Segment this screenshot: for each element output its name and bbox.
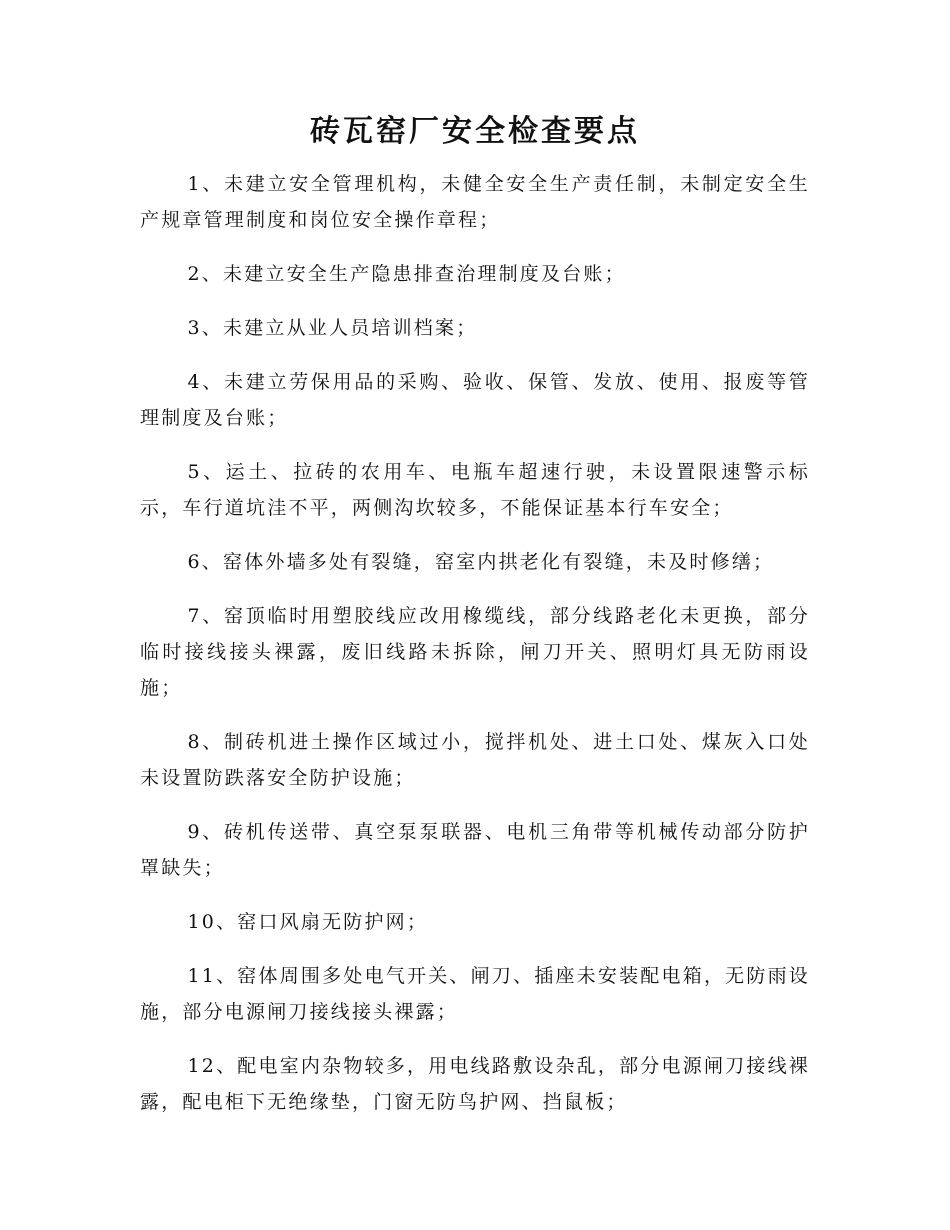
list-item: 9、砖机传送带、真空泵泵联器、电机三角带等机械传动部分防护罩缺失； xyxy=(140,821,810,879)
list-item: 3、未建立从业人员培训档案； xyxy=(187,317,478,339)
list-item: 7、窑顶临时用塑胶线应改用橡缆线，部分线路老化未更换，部分临时接线接头裸露，废旧线路未拆除，闸刀开关、照明灯具无防雨设施； xyxy=(140,605,810,699)
list-item: 11、窑体周围多处电气开关、闸刀、插座未安装配电箱，无防雨设施，部分电源闸刀接线接头裸露； xyxy=(140,965,810,1023)
list-item: 1、未建立安全管理机构，未健全安全生产责任制，未制定安全生产规章管理制度和岗位安全操作章程； xyxy=(140,173,810,231)
list-item: 8、制砖机进土操作区域过小，搅拌机处、进土口处、煤灰入口处未设置防跌落安全防护设施； xyxy=(140,731,810,789)
list-item: 2、未建立安全生产隐患排查治理制度及台账； xyxy=(187,263,626,285)
list-item: 5、运土、拉砖的农用车、电瓶车超速行驶，未设置限速警示标示，车行道坑洼不平，两侧沟坎较多，不能保证基本行车安全； xyxy=(140,461,810,519)
list-item: 10、窑口风扇无防护网； xyxy=(187,911,429,933)
document-title: 砖瓦窑厂安全检查要点 xyxy=(310,114,640,149)
list-item: 12、配电室内杂物较多，用电线路敷设杂乱，部分电源闸刀接线裸露，配电柜下无绝缘垫，门窗无防鸟护网、挡鼠板； xyxy=(140,1055,810,1113)
inspection-items-list xyxy=(140,166,810,1138)
list-item: 4、未建立劳保用品的采购、验收、保管、发放、使用、报废等管理制度及台账； xyxy=(140,371,810,429)
list-item: 6、窑体外墙多处有裂缝，窑室内拱老化有裂缝，未及时修缮； xyxy=(187,551,775,573)
